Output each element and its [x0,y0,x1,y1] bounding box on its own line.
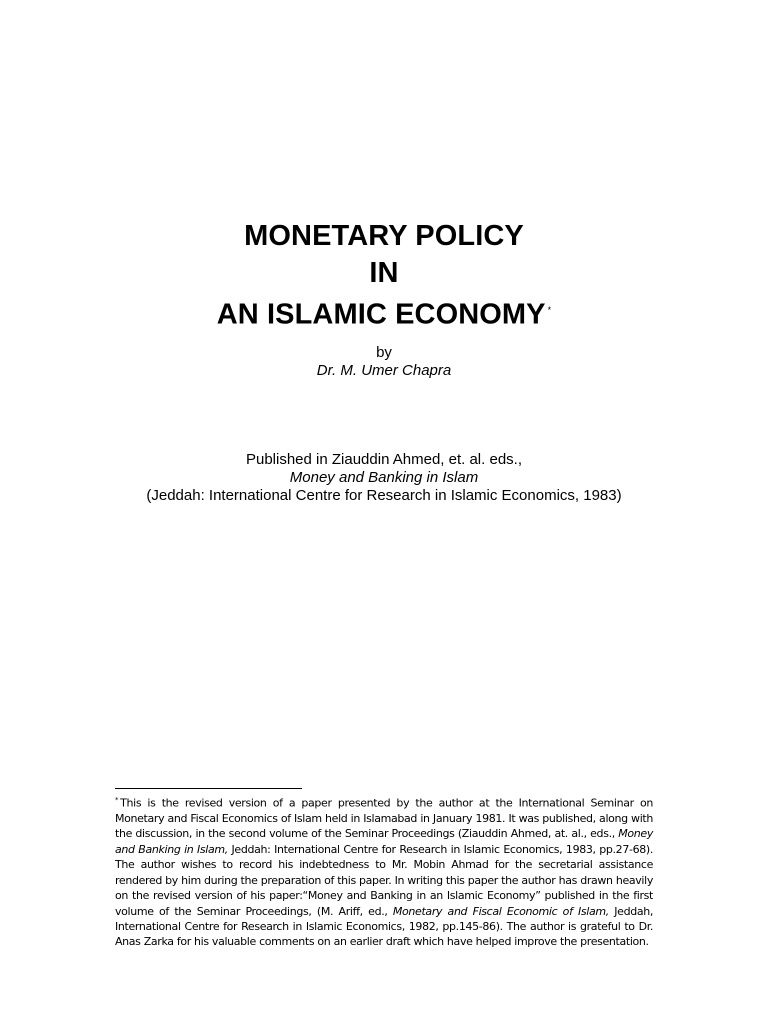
title-line-1: MONETARY POLICY [244,220,524,252]
document-title [0,218,768,334]
footnote-text-1: This is the revised version of a paper presented by the author at the International Seminar on Monetary and Fiscal Economics of Islam held in Islamabad in January 1981. It was published, along with the discussion, in the second volume of the Seminar Proceedings (Ziauddin Ahmed, at. al., eds., [115,796,653,841]
title-line-3-text: AN ISLAMIC ECONOMY [216,298,546,331]
byline [0,344,768,380]
footnote-italic-1: Money and Banking in Islam, [115,827,653,856]
title-line-2: IN [369,257,399,289]
title-footnote-marker: * [547,305,552,315]
author-name: Dr. M. Umer Chapra [316,362,452,379]
footnote-italic-2: Monetary and Fiscal Economic of Islam, [392,904,609,918]
footnote-separator [115,788,302,789]
title-line-3 [0,292,768,334]
footnote-text-3: Jeddah, International Centre for Research in Islamic Economics, 1982, pp.145-86). The author is grateful to Dr. Anas Zarka for his valuable comments on an earlier draft which have helped improve the presentation. [115,904,654,949]
by-label: by [376,344,392,361]
publication-line-3: (Jeddah: International Centre for Research in Islamic Economics, 1983) [146,487,622,504]
footnote-marker: * [115,796,119,804]
publication-info [0,451,768,505]
footnote [115,793,653,950]
footnote-text-2: Jeddah: International Centre for Research in Islamic Economics, 1983, pp.27-68). The author wishes to record his indebtedness to Mr. Mobin Ahmad for the secretarial assistance rendered by him during the preparation of this paper. In writing this paper the author has drawn heavily on the revised version of his paper:“Money and Banking in an Islamic Economy” published in the first volume of the Seminar Proceedings, (M. Ariff, ed., [115,842,653,918]
publication-book-title: Money and Banking in Islam [289,469,479,486]
publication-line-1: Published in Ziauddin Ahmed, et. al. eds., [245,451,522,468]
